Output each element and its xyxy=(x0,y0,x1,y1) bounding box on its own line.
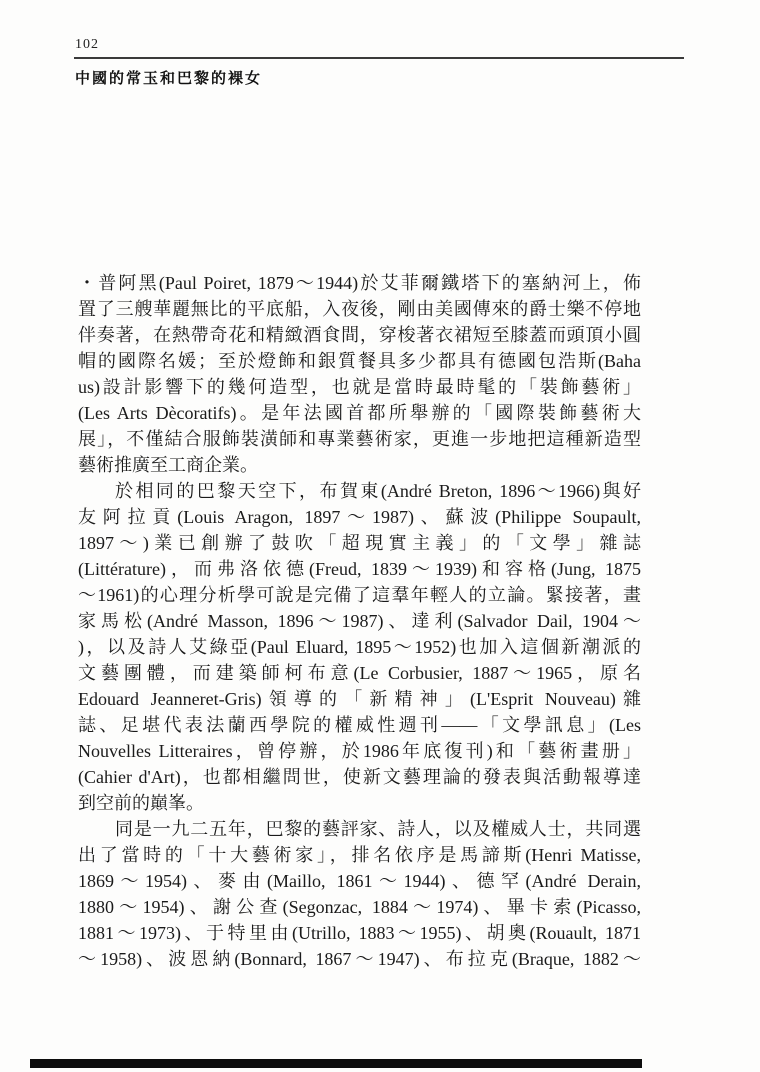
header-rule xyxy=(74,57,684,59)
text-line-paragraph-start: 於相同的巴黎天空下，布賀東(André Breton, 1896～1966)與好 xyxy=(115,481,641,501)
text-line: (Cahier d'Art)，也都相繼問世，使新文藝理論的發表與活動報導達 xyxy=(78,767,641,787)
text-line: ～1958)、波恩納(Bonnard, 1867～1947)、布拉克(Braque, 1882～ xyxy=(78,949,641,969)
text-line: 誌、足堪代表法蘭西學院的權威性週刊——「文學訊息」(Les xyxy=(78,715,641,735)
text-line: 1880～1954)、謝公查(Segonzac, 1884～1974)、畢卡索(Picasso, xyxy=(78,897,641,917)
body-text xyxy=(78,270,641,972)
text-line: 1881～1973)、于特里由(Utrillo, 1883～1955)、胡奧(Rouault, 1871 xyxy=(78,923,641,943)
text-line: 1897～)業已創辦了鼓吹「超現實主義」的「文學」雜誌 xyxy=(78,533,641,553)
text-line: 文藝團體，而建築師柯布意(Le Corbusier, 1887～1965，原名 xyxy=(78,663,641,683)
text-line: 出了當時的「十大藝術家」，排名依序是馬諦斯(Henri Matisse, xyxy=(78,845,641,865)
text-line: 1869～1954)、麥由(Maillo, 1861～1944)、德罕(André Derain, xyxy=(78,871,641,891)
text-line: Edouard Jeanneret-Gris)領導的「新精神」(L'Esprit Nouveau)雜 xyxy=(78,689,641,709)
text-line: 家馬松(André Masson, 1896～1987)、達利(Salvador Dail, 1904～ xyxy=(78,611,641,631)
text-line: ・普阿黑(Paul Poiret, 1879～1944)於艾菲爾鐵塔下的塞納河上，佈 xyxy=(78,273,641,293)
text-line: 展」，不僅結合服飾裝潢師和專業藝術家，更進一步地把這種新造型 xyxy=(78,429,641,449)
text-line: (Les Arts Dècoratifs)。是年法國首都所舉辦的「國際裝飾藝術大 xyxy=(78,403,641,423)
text-line: (Littérature)，而弗洛依德(Freud, 1839～1939)和容格(Jung, 1875 xyxy=(78,559,641,579)
text-line: us)設計影響下的幾何造型，也就是當時最時髦的「裝飾藝術」 xyxy=(78,377,641,397)
text-line: 伴奏著，在熱帶奇花和精緻酒食間，穿梭著衣裙短至膝蓋而頭頂小圓 xyxy=(78,325,641,345)
text-line-paragraph-end: 藝術推廣至工商企業。 xyxy=(78,455,258,475)
scan-artifact-bar xyxy=(30,1059,642,1068)
text-line: 友阿拉貢(Louis Aragon, 1897～1987)、蘇波(Philippe Soupault, xyxy=(78,507,641,527)
text-line-paragraph-end: 到空前的巔峯。 xyxy=(78,793,204,813)
text-line: 置了三艘華麗無比的平底船，入夜後，剛由美國傳來的爵士樂不停地 xyxy=(78,299,641,319)
text-line: ～1961)的心理分析學可說是完備了這羣年輕人的立論。緊接著，畫 xyxy=(78,585,641,605)
text-line: 帽的國際名媛；至於燈飾和銀質餐具多少都具有德國包浩斯(Baha xyxy=(78,351,641,371)
text-line: Nouvelles Litteraires，曾停辦，於1986年底復刊)和「藝術畫册」 xyxy=(78,741,641,761)
page-number: 102 xyxy=(75,37,99,52)
text-line: )，以及詩人艾綠亞(Paul Eluard, 1895～1952)也加入這個新潮派的 xyxy=(78,637,641,657)
text-line-paragraph-start: 同是一九二五年，巴黎的藝評家、詩人，以及權威人士，共同選 xyxy=(115,819,641,839)
running-header: 中國的常玉和巴黎的裸女 xyxy=(75,70,263,87)
